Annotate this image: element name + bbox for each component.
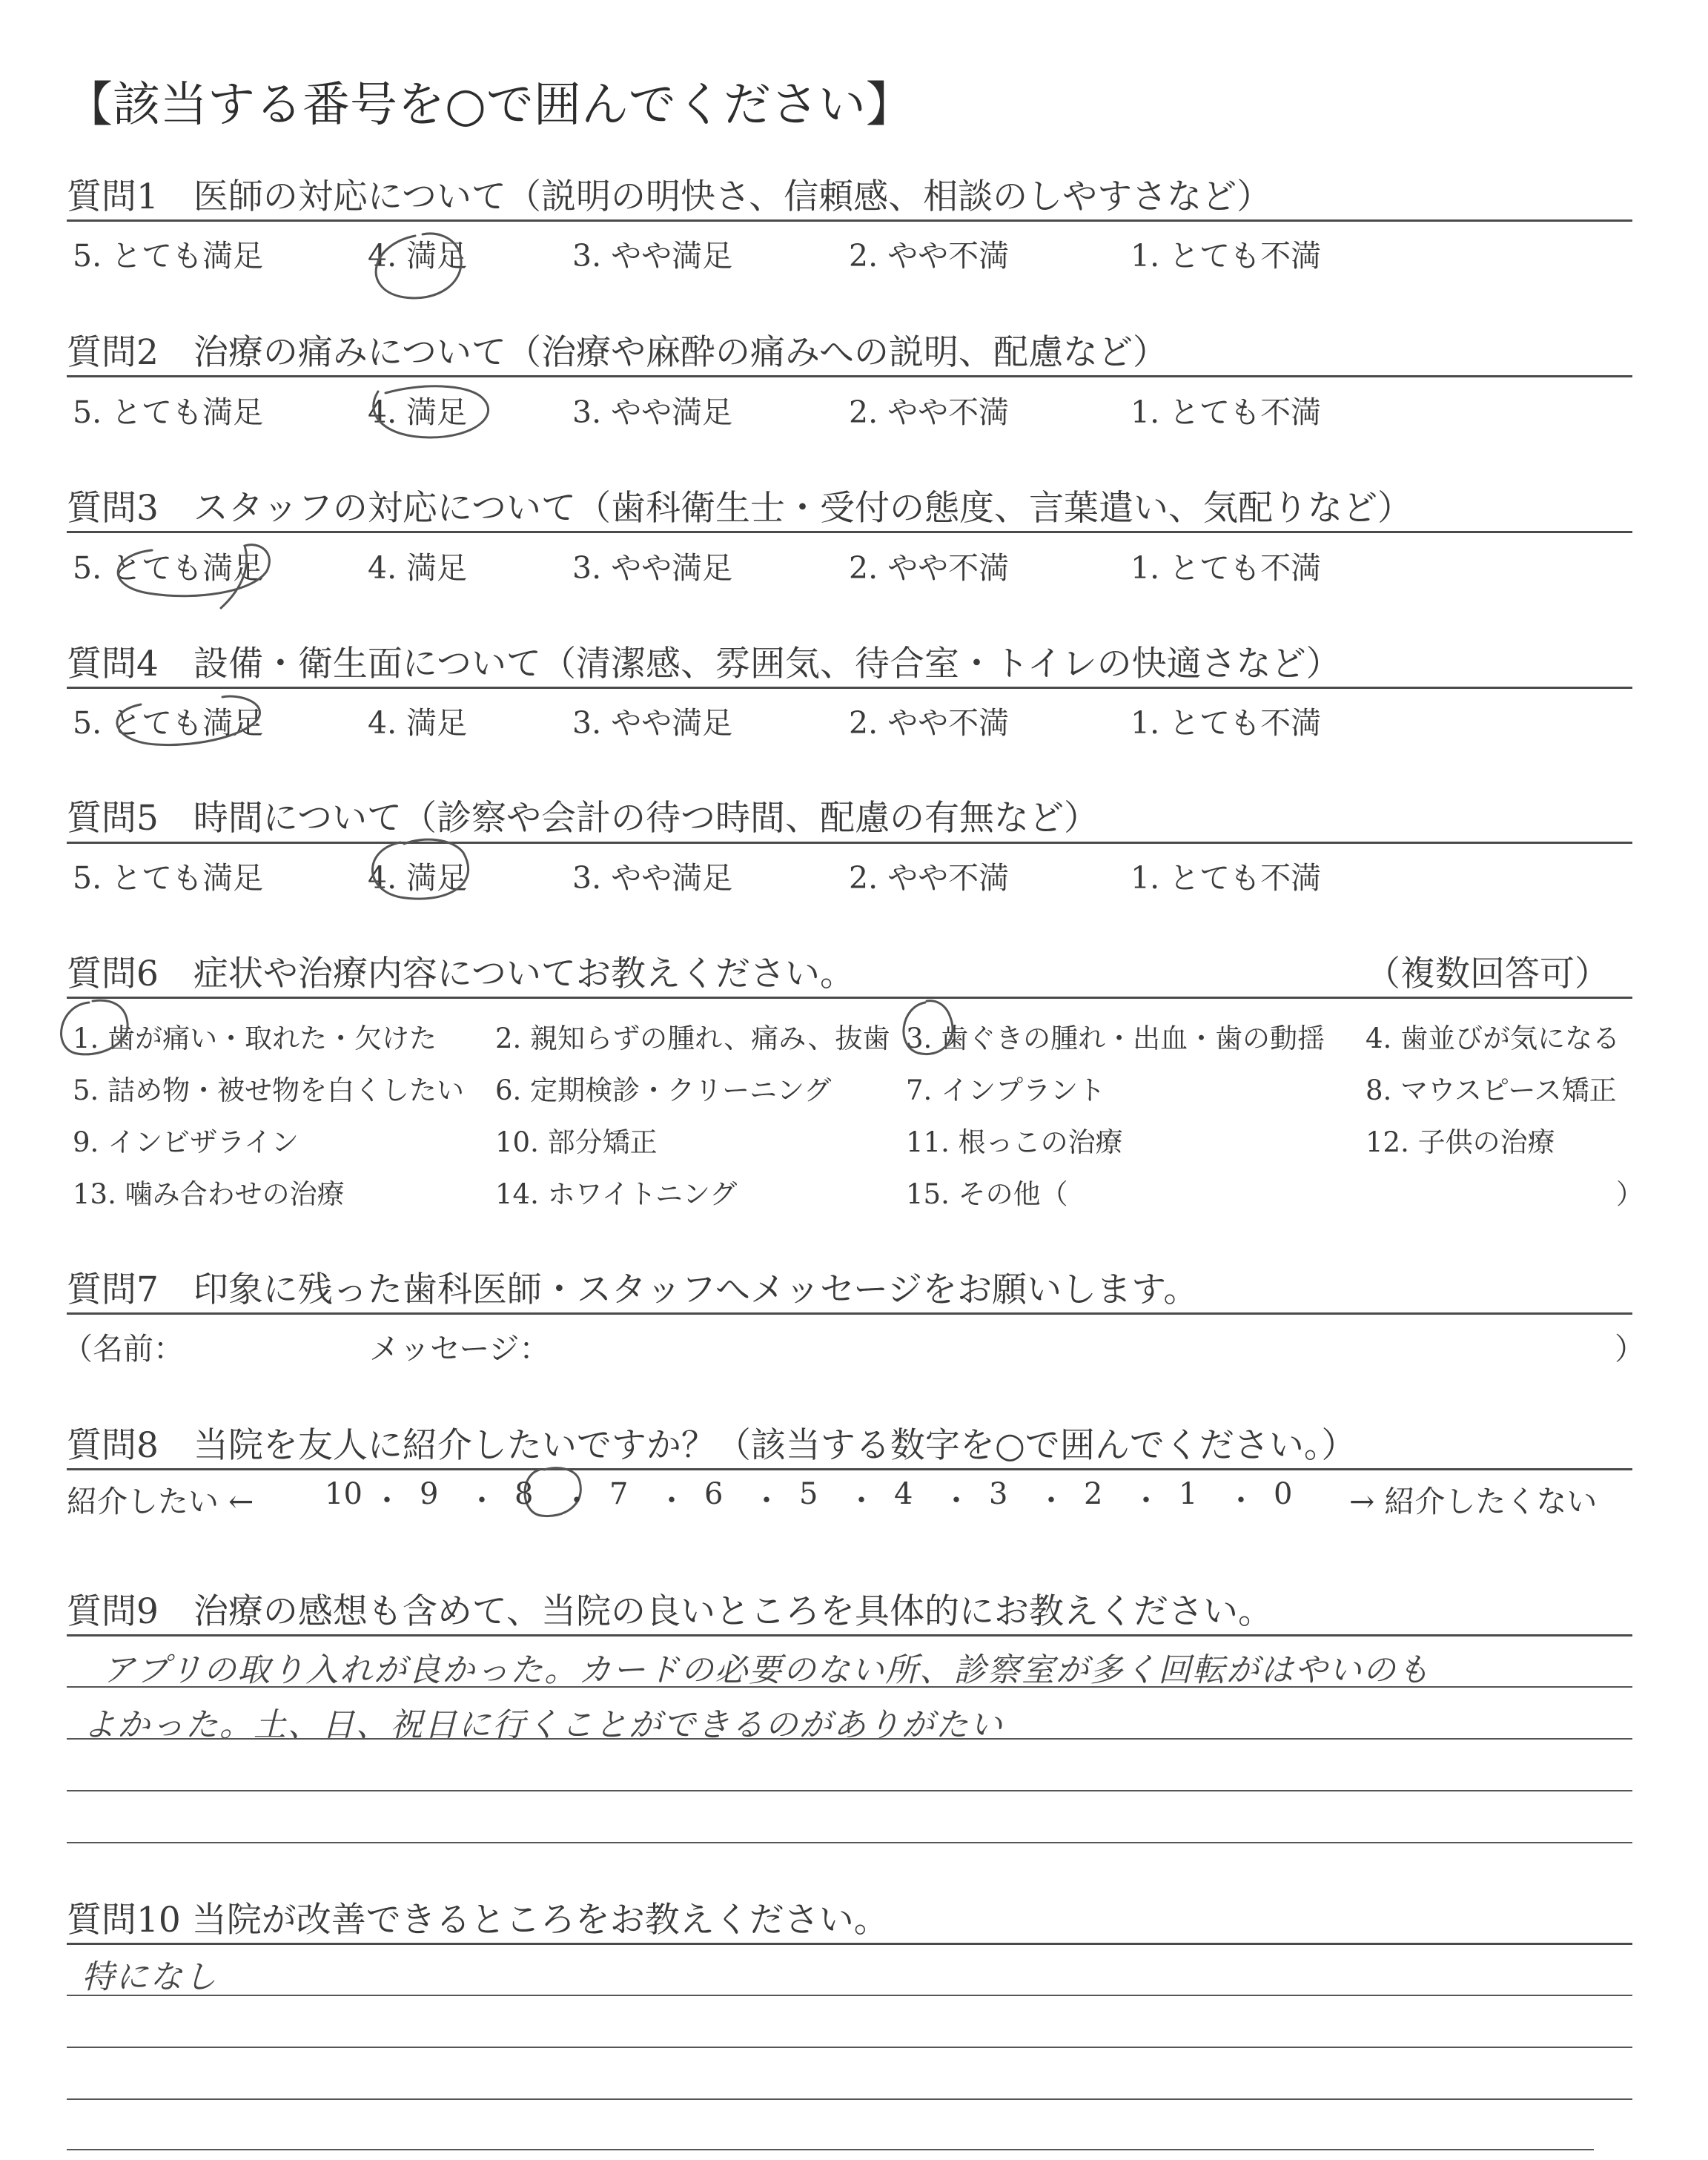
q8-scale-5[interactable]: 5: [799, 1477, 818, 1511]
q8-scale-0[interactable]: 0: [1274, 1477, 1293, 1511]
q5-option-1[interactable]: 1. とても不満: [1131, 860, 1322, 896]
question-10-label: 質問10 当院が改善できるところをお教えください。: [67, 1900, 889, 1941]
q4-option-5[interactable]: 5. とても満足: [73, 705, 264, 741]
q8-scale-separator: ・: [1226, 1484, 1256, 1518]
q8-scale-10[interactable]: 10: [325, 1477, 363, 1511]
form-title: 【該当する番号を○で囲んでください】: [65, 78, 913, 133]
q8-scale-separator: ・: [562, 1484, 592, 1518]
q9-line-1: [67, 1686, 1632, 1688]
q6-option-2[interactable]: 2. 親知らずの腫れ、痛み、抜歯: [495, 1023, 890, 1054]
q8-scale-separator: ・: [1131, 1484, 1161, 1518]
q6-option-6[interactable]: 6. 定期検診・クリーニング: [495, 1074, 832, 1106]
q10-answer-line-1: 特になし: [82, 1958, 218, 1996]
q8-scale-8[interactable]: 8: [514, 1477, 534, 1511]
q1-option-3[interactable]: 3. やや満足: [572, 238, 733, 274]
q1-option-2[interactable]: 2. やや不満: [849, 238, 1010, 274]
question-1-rule: [67, 219, 1632, 222]
q3-option-5[interactable]: 5. とても満足: [73, 550, 264, 586]
q8-scale-separator: ・: [752, 1484, 781, 1518]
q5-option-3[interactable]: 3. やや満足: [572, 860, 733, 896]
q6-option-4[interactable]: 4. 歯並びが気になる: [1366, 1023, 1621, 1054]
q9-answer-line-2: よかった。土、日、祝日に行くことができるのがありがたい: [83, 1706, 1004, 1744]
q5-option-4[interactable]: 4. 満足: [368, 860, 468, 896]
question-4-rule: [67, 687, 1632, 689]
q7-message-label: メッセージ：: [369, 1331, 550, 1367]
q9-answer-line-1: アプリの取り入れが良かった。カードの必要のない所、診察室が多く回転がはやいのも: [102, 1651, 1431, 1689]
q4-option-4[interactable]: 4. 満足: [368, 705, 468, 741]
q9-line-4: [67, 1842, 1632, 1843]
q6-option-14[interactable]: 14. ホワイトニング: [495, 1178, 738, 1210]
q10-line-3: [67, 2098, 1632, 2100]
q8-scale-separator: ・: [657, 1484, 686, 1518]
q6-other-close-paren: ）: [1616, 1178, 1644, 1210]
q8-scale-separator: ・: [467, 1484, 497, 1518]
q2-option-5[interactable]: 5. とても満足: [73, 394, 264, 430]
q9-line-3: [67, 1790, 1632, 1791]
question-7-label: 質問7 印象に残った歯科医師・スタッフへメッセージをお願いします。: [67, 1269, 1199, 1310]
q6-option-15[interactable]: 15. その他（: [906, 1178, 1068, 1210]
question-3-label: 質問3 スタッフの対応について（歯科衛生士・受付の態度、言葉遣い、気配りなど）: [67, 488, 1412, 529]
q9-line-2: [67, 1738, 1632, 1740]
q6-option-10[interactable]: 10. 部分矯正: [495, 1126, 658, 1158]
question-5-label: 質問5 時間について（診察や会計の待つ時間、配慮の有無など）: [67, 798, 1099, 839]
q10-line-4: [67, 2149, 1594, 2150]
q1-option-5[interactable]: 5. とても満足: [73, 238, 264, 274]
q10-line-1: [67, 1995, 1632, 1996]
q8-scale-3[interactable]: 3: [989, 1477, 1008, 1511]
q8-right-label: → 紹介したくない: [1349, 1484, 1598, 1519]
q3-option-1[interactable]: 1. とても不満: [1131, 550, 1322, 586]
q6-option-12[interactable]: 12. 子供の治療: [1366, 1126, 1555, 1158]
q8-scale-1[interactable]: 1: [1179, 1477, 1198, 1511]
question-2-rule: [67, 375, 1632, 377]
q6-option-3[interactable]: 3. 歯ぐきの腫れ・出血・歯の動揺: [906, 1023, 1325, 1054]
q6-option-13[interactable]: 13. 噛み合わせの治療: [73, 1178, 345, 1210]
q3-option-2[interactable]: 2. やや不満: [849, 550, 1010, 586]
q4-option-3[interactable]: 3. やや満足: [572, 705, 733, 741]
q8-scale-6[interactable]: 6: [704, 1477, 724, 1511]
q2-option-2[interactable]: 2. やや不満: [849, 394, 1010, 430]
question-10-rule: [67, 1943, 1632, 1945]
question-9-rule: [67, 1634, 1632, 1636]
q2-option-4[interactable]: 4. 満足: [368, 394, 468, 430]
q6-option-1[interactable]: 1. 歯が痛い・取れた・欠けた: [73, 1023, 437, 1054]
question-5-rule: [67, 842, 1632, 844]
q5-option-5[interactable]: 5. とても満足: [73, 860, 264, 896]
q7-close-paren: ）: [1615, 1331, 1645, 1367]
q6-option-7[interactable]: 7. インプラント: [906, 1074, 1106, 1106]
q8-scale-9[interactable]: 9: [420, 1477, 439, 1511]
q2-option-3[interactable]: 3. やや満足: [572, 394, 733, 430]
question-6-rule: [67, 997, 1632, 999]
question-6-label: 質問6 症状や治療内容についてお教えください。: [67, 954, 855, 994]
q8-scale-separator: ・: [1036, 1484, 1066, 1518]
q6-option-9[interactable]: 9. インビザライン: [73, 1126, 299, 1158]
q4-option-2[interactable]: 2. やや不満: [849, 705, 1010, 741]
question-1-label: 質問1 医師の対応について（説明の明快さ、信頼感、相談のしやすさなど）: [67, 176, 1272, 217]
q8-scale-7[interactable]: 7: [609, 1477, 629, 1511]
question-8-rule: [67, 1468, 1632, 1470]
q1-option-4[interactable]: 4. 満足: [368, 238, 468, 274]
question-4-label: 質問4 設備・衛生面について（清潔感、雰囲気、待合室・トイレの快適さなど）: [67, 644, 1341, 684]
q7-name-label: （名前：: [62, 1331, 184, 1367]
question-2-label: 質問2 治療の痛みについて（治療や麻酔の痛みへの説明、配慮など）: [67, 332, 1168, 373]
q6-option-5[interactable]: 5. 詰め物・被せ物を白くしたい: [73, 1074, 465, 1106]
q6-option-11[interactable]: 11. 根っこの治療: [906, 1126, 1123, 1158]
q6-option-8[interactable]: 8. マウスピース矯正: [1366, 1074, 1617, 1106]
q1-option-1[interactable]: 1. とても不満: [1131, 238, 1322, 274]
q8-scale-separator: ・: [372, 1484, 402, 1518]
q3-option-3[interactable]: 3. やや満足: [572, 550, 733, 586]
question-6-note: （複数回答可）: [1366, 954, 1609, 994]
q5-option-2[interactable]: 2. やや不満: [849, 860, 1010, 896]
q8-scale-separator: ・: [847, 1484, 876, 1518]
q8-scale-2[interactable]: 2: [1084, 1477, 1103, 1511]
q8-scale-4[interactable]: 4: [894, 1477, 913, 1511]
q4-option-1[interactable]: 1. とても不満: [1131, 705, 1322, 741]
question-8-label: 質問8 当院を友人に紹介したいですか？（該当する数字を○で囲んでください。）: [67, 1425, 1357, 1466]
question-3-rule: [67, 531, 1632, 533]
q2-option-1[interactable]: 1. とても不満: [1131, 394, 1322, 430]
q8-left-label: 紹介したい ←: [67, 1484, 254, 1519]
question-9-label: 質問9 治療の感想も含めて、当院の良いところを具体的にお教えください。: [67, 1591, 1273, 1632]
q8-scale-separator: ・: [941, 1484, 971, 1518]
q3-option-4[interactable]: 4. 満足: [368, 550, 468, 586]
question-7-rule: [67, 1312, 1632, 1315]
q10-line-2: [67, 2047, 1632, 2048]
